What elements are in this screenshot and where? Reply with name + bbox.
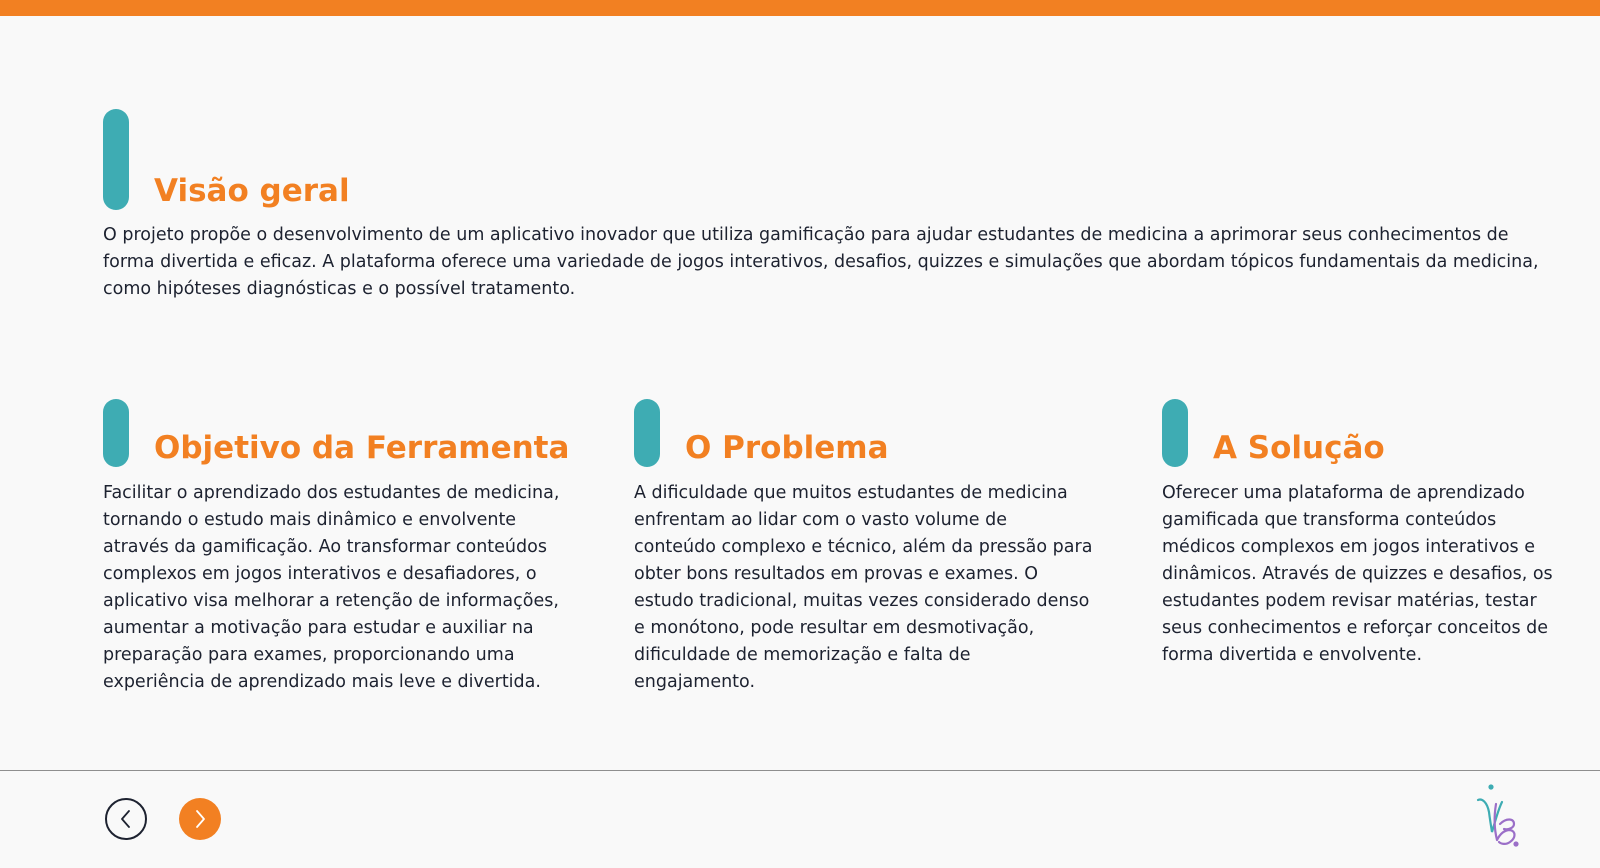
chevron-left-icon [117,808,135,830]
next-slide-button[interactable] [179,798,221,840]
problem-accent-pill [634,399,660,467]
problem-title: O Problema [685,430,889,466]
objective-text: Facilitar o aprendizado dos estudantes de medicina, tornando o estudo mais dinâmico e envolvente através da gamificação. Ao transformar conteúdos complexos em jogos interativos e desafiadores, o aplicativo visa melhorar a retenção de informações, aumentar a motivação para estudar e auxiliar na preparação para exames, proporcionando uma experiência de aprendizado mais leve e divertida. [103,483,560,692]
objective-accent-pill [103,399,129,467]
problem-text: A dificuldade que muitos estudantes de medicina enfrentam ao lidar com o vasto volume de conteúdo complexo e técnico, além da pressão para obter bons resultados em provas e exames. O estudo tradicional, muitas vezes considerado denso e monótono, pode resultar em desmotivação, dificuldade de memorização e falta de engajamento. [634,483,1093,692]
objective-title: Objetivo da Ferramenta [154,430,570,466]
footer-divider [0,770,1600,771]
solution-title: A Solução [1213,430,1385,466]
vb-monogram-logo [1470,782,1526,852]
previous-slide-button[interactable] [105,798,147,840]
overview-text: O projeto propõe o desenvolvimento de um aplicativo inovador que utiliza gamificação para ajudar estudantes de medicina a aprimorar seus conhecimentos de forma divertida e eficaz. A plataforma oferece uma variedade de jogos interativos, desafios, quizzes e simulações que abordam tópicos fundamentais da medicina, como hipóteses diagnósticas e o possível tratamento. [103,225,1539,299]
overview-title: Visão geral [154,173,350,209]
solution-accent-pill [1162,399,1188,467]
solution-text: Oferecer uma plataforma de aprendizado gamificada que transforma conteúdos médicos complexos em jogos interativos e dinâmicos. Através de quizzes e desafios, os estudantes podem revisar matérias, testar seus conhecimentos e reforçar conceitos de forma divertida e envolvente. [1162,483,1553,665]
top-accent-bar [0,0,1600,16]
overview-accent-pill [103,109,129,210]
chevron-right-icon [191,808,209,830]
